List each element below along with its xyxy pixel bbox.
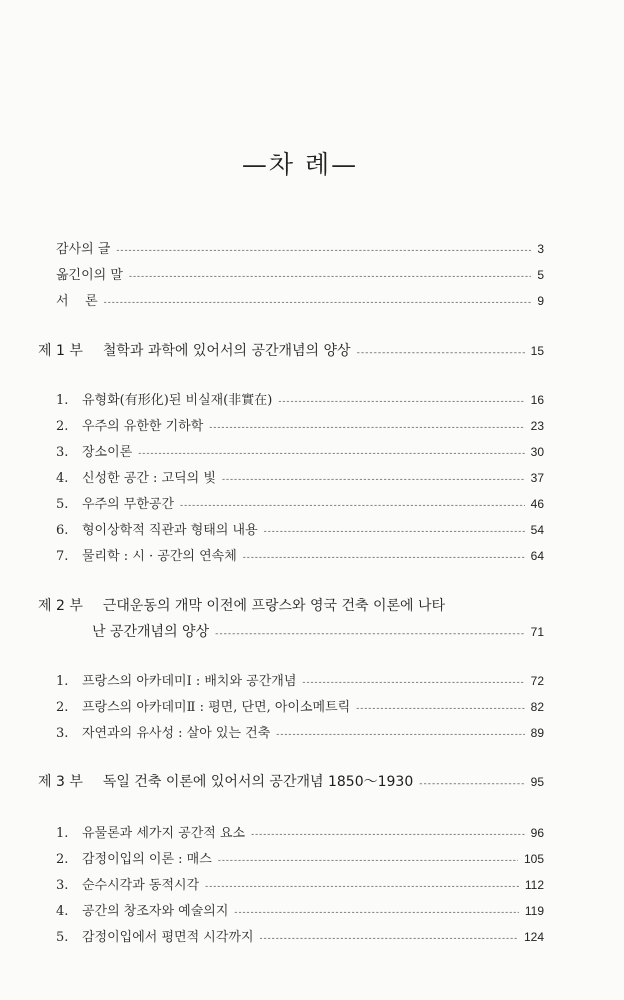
leader-dots: [264, 527, 525, 537]
toc-entry-translator-note[interactable]: [56, 264, 544, 283]
chapter-number: 3.: [56, 445, 69, 460]
toc-chapter[interactable]: [56, 493, 544, 512]
toc-part-1[interactable]: [38, 340, 544, 360]
chapter-title: 유형화(有形化)된 비실재(非實在): [82, 393, 273, 408]
leader-dots: [302, 678, 524, 688]
part-heading: [38, 340, 351, 360]
leader-dots: [116, 246, 531, 256]
toc-page-number: 112: [524, 878, 544, 892]
chapter-number: 2.: [56, 700, 69, 715]
leader-dots: [260, 934, 518, 944]
toc-label: 서 론: [56, 294, 98, 309]
leader-dots: [209, 423, 524, 433]
chapter-number: 3.: [56, 878, 69, 893]
leader-dots: [357, 348, 525, 358]
chapter-number: 2.: [56, 419, 69, 434]
chapter-title: 우주의 유한한 기하학: [82, 419, 204, 434]
chapter-number: 4.: [56, 904, 69, 919]
chapter-number: 1.: [56, 674, 69, 689]
leader-dots: [234, 908, 518, 918]
chapter-title: 우주의 무한공간: [82, 497, 175, 512]
toc-page-number: 124: [523, 930, 544, 944]
part-title: 독일 건축 이론에 있어서의 공간개념 1850～1930: [102, 774, 414, 790]
part-number: 제 3 부: [38, 774, 83, 790]
toc-chapter[interactable]: [56, 848, 544, 867]
chapter-title: 순수시각과 동적시각: [82, 878, 200, 893]
part-title-line-2: 난 공간개념의 양상: [92, 624, 210, 640]
chapter-number: 6.: [56, 523, 69, 538]
toc-chapter[interactable]: [56, 467, 544, 486]
chapter-number: 1.: [56, 826, 69, 841]
chapter-number: 2.: [56, 852, 69, 867]
part-heading: [38, 771, 413, 791]
chapter-title: 물리학 : 시 · 공간의 연속체: [82, 549, 237, 564]
toc-part-3[interactable]: [38, 771, 544, 791]
leader-dots: [205, 882, 519, 892]
chapter-title: 프랑스의 아카데미Ⅰ : 배치와 공간개념: [82, 674, 297, 689]
toc-page-number: 82: [530, 700, 544, 714]
toc-chapter[interactable]: [56, 926, 544, 945]
chapter-title: 유물론과 세가지 공간적 요소: [82, 826, 246, 841]
toc-chapter[interactable]: [56, 696, 544, 715]
chapter-title: 감정이입에서 평면적 시각까지: [82, 930, 254, 945]
leader-dots: [138, 449, 524, 459]
toc-label: 옮긴이의 말: [56, 268, 123, 283]
page-title: —차 례—: [241, 150, 359, 179]
toc-entry-introduction[interactable]: [56, 290, 544, 309]
toc-page-number: 37: [530, 471, 544, 485]
toc-page-number: 30: [530, 445, 544, 459]
toc-page-number: 72: [530, 674, 544, 688]
leader-dots: [243, 553, 525, 563]
chapter-title: 자연과의 유사성 : 살아 있는 건축: [82, 726, 271, 741]
leader-dots: [419, 779, 524, 789]
chapter-number: 4.: [56, 471, 69, 486]
toc-page-number: 105: [523, 852, 544, 866]
toc-chapter[interactable]: [56, 519, 544, 538]
toc-page-number: 16: [530, 393, 544, 407]
toc-page-number: 89: [530, 726, 544, 740]
toc-page-number: 119: [524, 904, 544, 918]
chapter-title: 형이상학적 직관과 형태의 내용: [82, 523, 258, 538]
leader-dots: [180, 501, 525, 511]
leader-dots: [215, 629, 525, 639]
part-title: 철학과 과학에 있어서의 공간개념의 양상: [102, 343, 351, 359]
part-number: 제 1 부: [38, 343, 83, 359]
leader-dots: [278, 397, 524, 407]
chapter-number: 3.: [56, 726, 69, 741]
chapter-title: 장소이론: [82, 445, 133, 460]
toc-page-number: 54: [530, 523, 544, 537]
chapter-number: 7.: [56, 549, 69, 564]
chapter-number: 5.: [56, 497, 69, 512]
toc-chapter[interactable]: [56, 874, 544, 893]
chapter-title: 공간의 창조자와 예술의지: [82, 904, 229, 919]
toc-part-2-heading[interactable]: [38, 595, 445, 615]
toc-chapter[interactable]: [56, 545, 544, 564]
toc-page-number: 71: [530, 625, 544, 639]
part-number: 제 2 부: [38, 598, 83, 614]
chapter-number: 1.: [56, 393, 69, 408]
chapter-title: 신성한 공간 : 고딕의 빛: [82, 471, 216, 486]
toc-chapter[interactable]: [56, 415, 544, 434]
toc-page-number: 23: [530, 419, 544, 433]
toc-label: 감사의 글: [56, 242, 111, 257]
toc-chapter[interactable]: [56, 670, 544, 689]
toc-page-number: 9: [537, 294, 544, 308]
leader-dots: [251, 830, 525, 840]
leader-dots: [218, 856, 518, 866]
toc-page-number: 15: [530, 344, 544, 358]
toc-chapter[interactable]: [56, 441, 544, 460]
leader-dots: [276, 730, 524, 740]
chapter-number: 5.: [56, 930, 69, 945]
toc-page-number: 5: [537, 268, 544, 282]
toc-chapter[interactable]: [56, 722, 544, 741]
toc-page-number: 96: [530, 826, 544, 840]
chapter-title: 감정이입의 이론 : 매스: [82, 852, 212, 867]
toc-page-number: 95: [530, 775, 544, 789]
chapter-title: 프랑스의 아카데미Ⅱ : 평면, 단면, 아이소메트릭: [82, 700, 351, 715]
toc-page-number: 46: [530, 497, 544, 511]
toc-chapter[interactable]: [56, 389, 544, 408]
toc-part-2-continuation[interactable]: [92, 621, 544, 641]
toc-entry-acknowledgements[interactable]: [56, 238, 544, 257]
leader-dots: [356, 704, 524, 714]
leader-dots: [104, 298, 532, 308]
part-title-line-1: 근대운동의 개막 이전에 프랑스와 영국 건축 이론에 나타: [102, 598, 446, 614]
toc-chapter[interactable]: [56, 822, 544, 841]
toc-page-number: 3: [537, 242, 544, 256]
toc-chapter[interactable]: [56, 900, 544, 919]
leader-dots: [222, 475, 525, 485]
toc-page-number: 64: [530, 549, 544, 563]
leader-dots: [129, 272, 531, 282]
